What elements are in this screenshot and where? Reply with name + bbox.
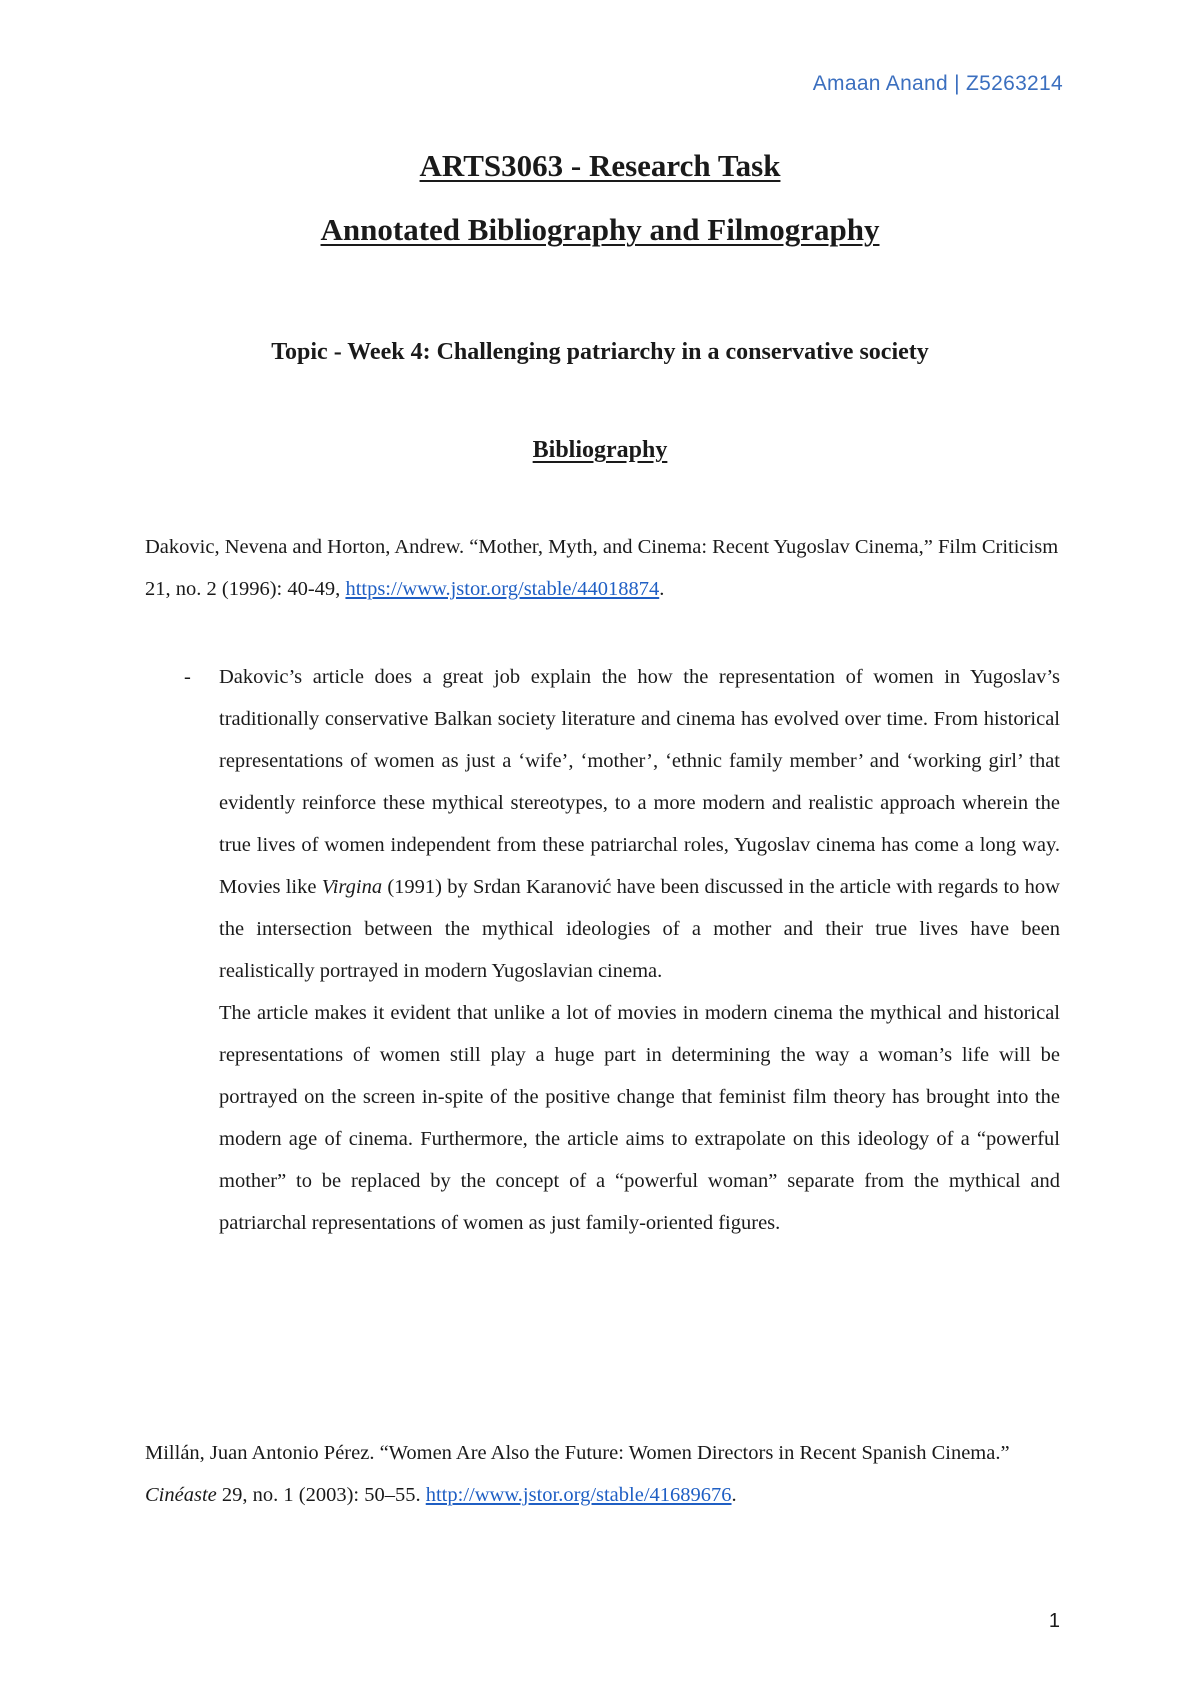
annotation-body (219, 656, 1060, 1244)
annotation-paragraph-2: The article makes it evident that unlike a lot of movies in modern cinema the mythical and historical representations of women still play a huge part in determining the way a woman’s life will be portrayed on the screen in-spite of the positive change that feminist film theory has brought into the modern age of cinema. Furthermore, the article aims to extrapolate on this ideology of a “powerful mother” to be replaced by the concept of a “powerful woman” separate from the mythical and patriarchal representations of women as just family-oriented figures. (219, 1002, 1060, 1234)
journal-title-italic: Cinéaste (145, 1484, 217, 1506)
header-author: Amaan Anand | Z5263214 (812, 72, 1063, 95)
citation-link[interactable]: http://www.jstor.org/stable/41689676 (425, 1484, 732, 1506)
document-subtitle: Annotated Bibliography and Filmography (320, 212, 880, 247)
list-dash: - (184, 666, 191, 688)
citation-link[interactable]: https://www.jstor.org/stable/44018874 (345, 578, 660, 600)
citation-text: 29, no. 1 (2003): 50–55. (216, 1484, 426, 1506)
citation-text: Dakovic, Nevena and Horton, Andrew. “Mother, Myth, and Cinema: Recent Yugoslav Cinema,” Film Criticism 21, no. 2 (1996): 40-49, (145, 536, 1059, 600)
bibliography-entry-1 (145, 526, 1060, 610)
bibliography-heading: Bibliography (532, 437, 668, 463)
annotation-paragraph-1 (219, 656, 1060, 992)
annotation-text: (1991) by Srdan Karanović have been discussed in the article with regards to how the intersection between the mythical ideologies of a mother and their true lives have been realistically portrayed in modern Yugoslavian cinema. (219, 876, 1060, 982)
film-title-italic: Virgina (321, 876, 383, 898)
bibliography-entry-2 (145, 1432, 1060, 1516)
citation-text: Millán, Juan Antonio Pérez. “Women Are Also the Future: Women Directors in Recent Spanish Cinema.” (145, 1442, 1010, 1464)
document-title: ARTS3063 - Research Task (419, 148, 781, 183)
annotation-1 (184, 656, 1060, 1244)
annotation-text: Dakovic’s article does a great job explain the how the representation of women in Yugoslav’s traditionally conservative Balkan society literature and cinema has evolved over time. From historical representations of women as just a ‘wife’, ‘mother’, ‘ethnic family member’ and ‘working girl’ that evidently reinforce these mythical stereotypes, to a more modern and realistic approach wherein the true lives of women independent from these patriarchal roles, Yugoslav cinema has come a long way. Movies like (219, 666, 1060, 898)
topic-heading: Topic - Week 4: Challenging patriarchy in a conservative society (271, 339, 929, 365)
citation-end: . (731, 1484, 737, 1506)
citation-end: . (659, 578, 665, 600)
page-number: 1 (1048, 1610, 1060, 1632)
